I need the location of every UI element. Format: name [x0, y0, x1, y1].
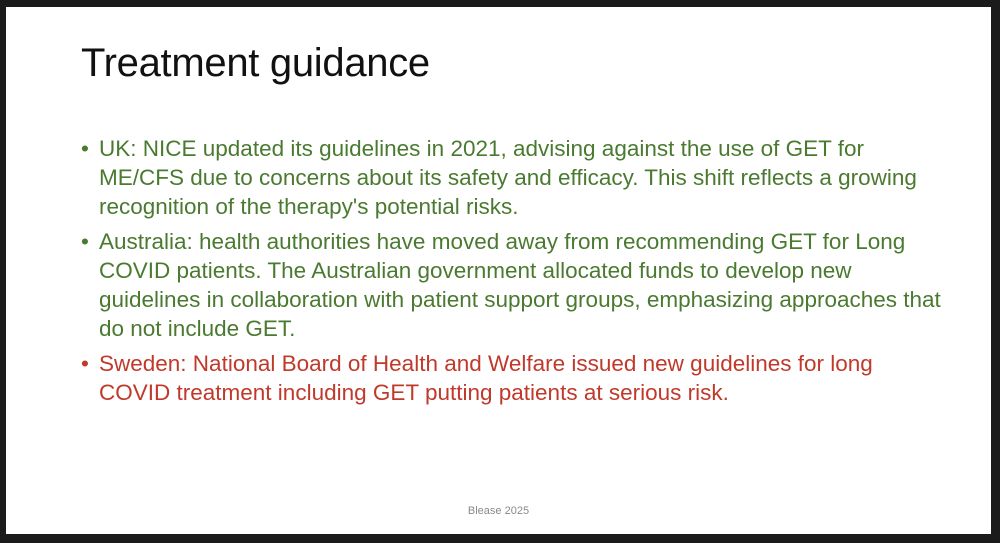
bullet-marker: •	[81, 351, 89, 376]
slide-footer: Blease 2025	[467, 505, 530, 517]
bullet-marker: •	[81, 229, 89, 254]
bullet-text-australia: Australia: health authorities have moved away from recommending GET for Long COVID patients. The Australian government allocated funds to develop new guidelines in collaboration with patient support groups, emphasizing approaches that do not include GET.	[99, 229, 941, 341]
slide	[6, 7, 991, 534]
bullet-sweden	[81, 349, 941, 407]
slide-title: Treatment guidance	[81, 41, 430, 85]
bullet-uk	[81, 134, 941, 221]
bullet-australia	[81, 227, 941, 343]
bullet-text-sweden: Sweden: National Board of Health and Welfare issued new guidelines for long COVID treatment including GET putting patients at serious risk.	[99, 351, 873, 405]
bullet-text-uk: UK: NICE updated its guidelines in 2021, advising against the use of GET for ME/CFS due to concerns about its safety and efficacy. This shift reflects a growing recognition of the therapy's potential risks.	[99, 136, 917, 219]
bullet-list	[81, 134, 941, 413]
bullet-marker: •	[81, 136, 89, 161]
